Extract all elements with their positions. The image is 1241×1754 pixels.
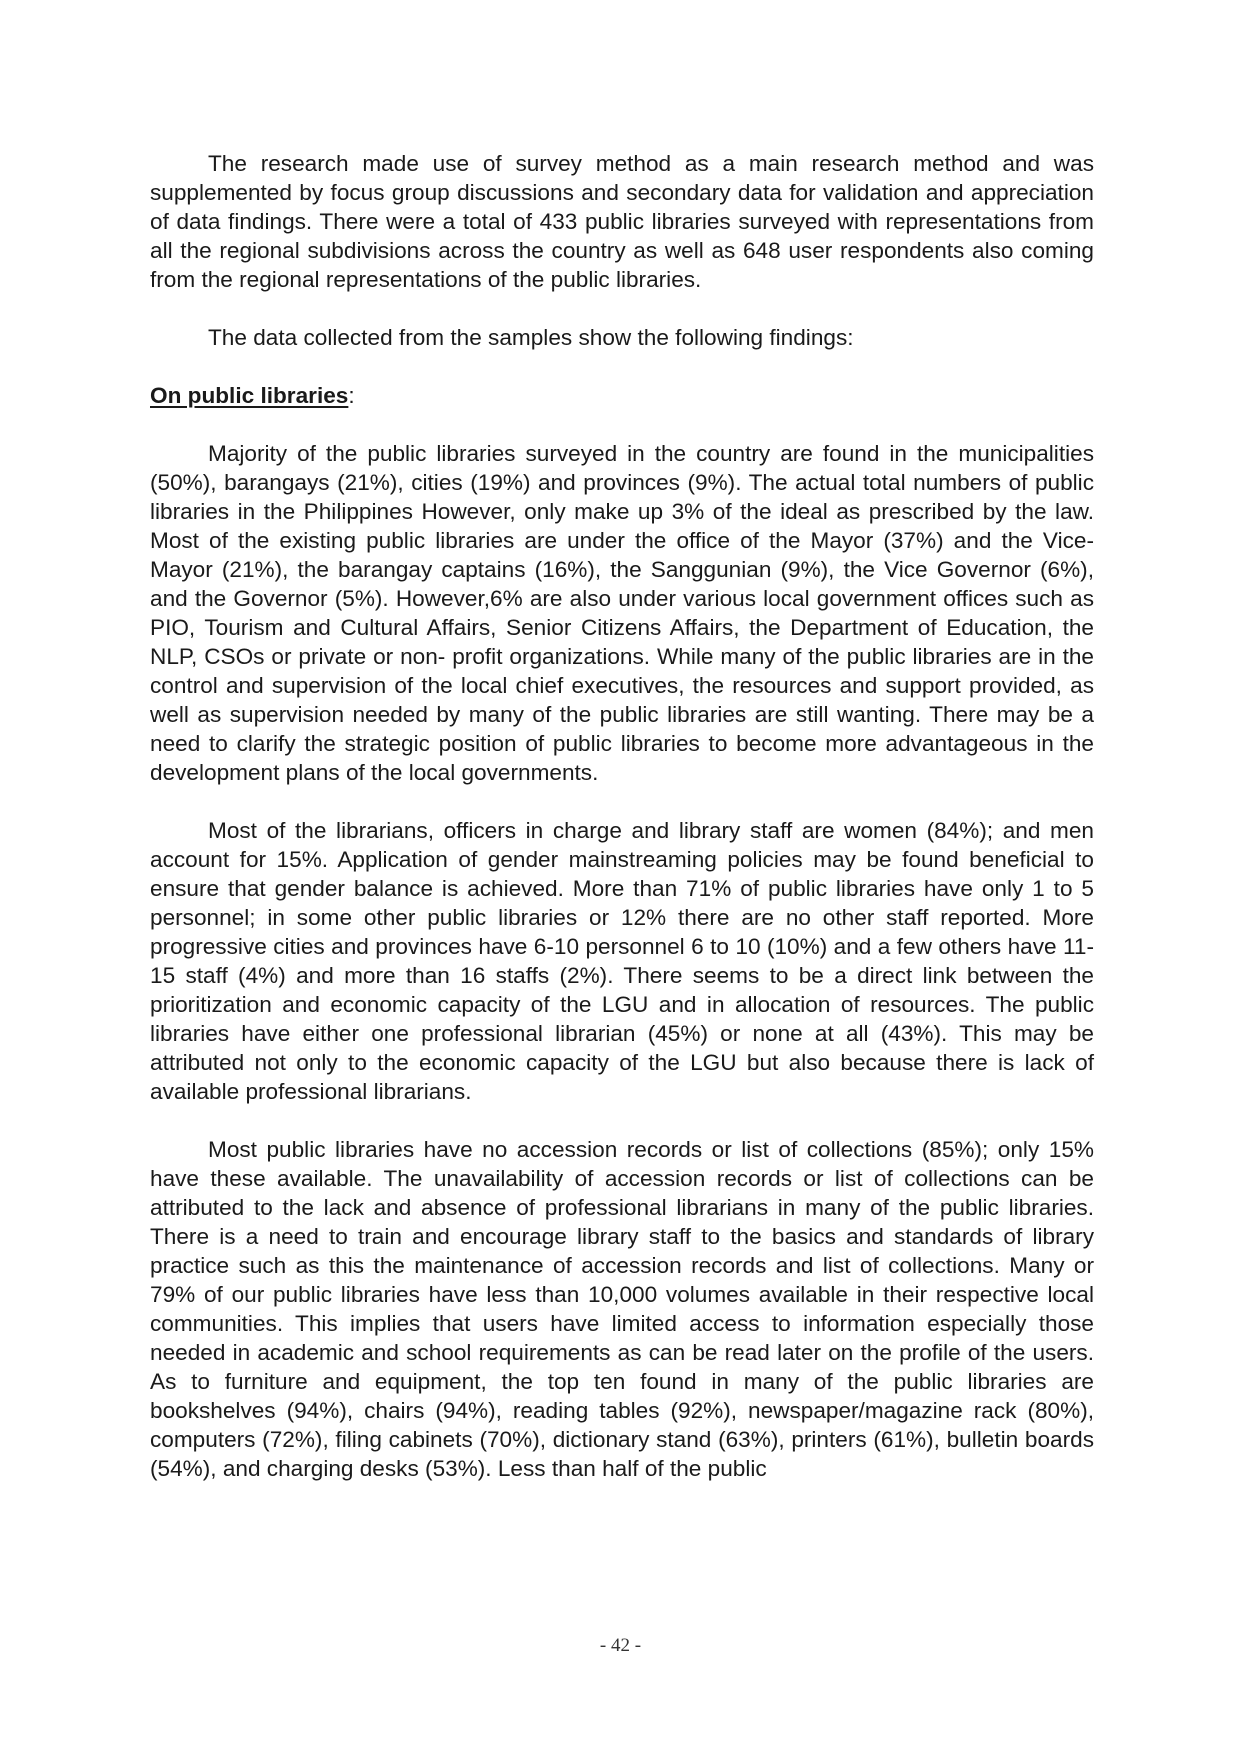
document-body [150,149,1094,1483]
page-number: - 42 - [599,1635,642,1656]
paragraph-research-method: The research made use of survey method as a main research method and was supplemented by focus group discussions and secondary data for validation and appreciation of data findings. There were a total of 433 public libraries surveyed with representations from all the regional subdivisions across the country as well as 648 user respondents also coming from the regional representations of the public libraries. [150,151,1094,292]
section-heading-colon: : [348,383,355,408]
paragraph-collections-equipment: Most public libraries have no accession records or list of collections (85%); only 15% have these available. The unavailability of accession records or list of collections can be attributed to the lack and absence of professional librarians in many of the public libraries. There is a need to train and encourage library staff to the basics and standards of library practice such as this the maintenance of accession records and list of collections. Many or 79% of our public libraries have less than 10,000 volumes available in their respective local communities. This implies that users have limited access to information especially those needed in academic and school requirements as can be read later on the profile of the users. As to furniture and equipment, the top ten found in many of the public libraries are bookshelves (94%), chairs (94%), reading tables (92%), newspaper/magazine rack (80%), computers (72%), filing cabinets (70%), dictionary stand (63%), printers (61%), bulletin boards (54%), and charging desks (53%). Less than half of the public [150,1137,1094,1481]
paragraph-findings-intro: The data collected from the samples show the following findings: [208,325,854,350]
paragraph-library-staff: Most of the librarians, officers in charge and library staff are women (84%); and men account for 15%. Application of gender mainstreaming policies may be found beneficial to ensure that gender balance is achieved. More than 71% of public libraries have only 1 to 5 personnel; in some other public libraries or 12% there are no other staff reported. More progressive cities and provinces have 6-10 personnel 6 to 10 (10%) and a few others have 11-15 staff (4%) and more than 16 staffs (2%). There seems to be a direct link between the prioritization and economic capacity of the LGU and in allocation of resources. The public libraries have either one professional librarian (45%) or none at all (43%). This may be attributed not only to the economic capacity of the LGU but also because there is lack of available professional librarians. [150,818,1094,1104]
section-heading-text: On public libraries [150,383,349,408]
paragraph-library-distribution: Majority of the public libraries surveyed in the country are found in the municipalities (50%), barangays (21%), cities (19%) and provinces (9%). The actual total numbers of public libraries in the Philippines However, only make up 3% of the ideal as prescribed by the law. Most of the existing public libraries are under the office of the Mayor (37%) and the Vice-Mayor (21%), the barangay captains (16%), the Sanggunian (9%), the Vice Governor (6%), and the Governor (5%). However,6% are also under various local government offices such as PIO, Tourism and Cultural Affairs, Senior Citizens Affairs, the Department of Education, the NLP, CSOs or private or non- profit organizations. While many of the public libraries are in the control and supervision of the local chief executives, the resources and support provided, as well as supervision needed by many of the public libraries are still wanting. There may be a need to clarify the strategic position of public libraries to become more advantageous in the development plans of the local governments. [150,441,1094,785]
section-heading [150,381,1094,410]
